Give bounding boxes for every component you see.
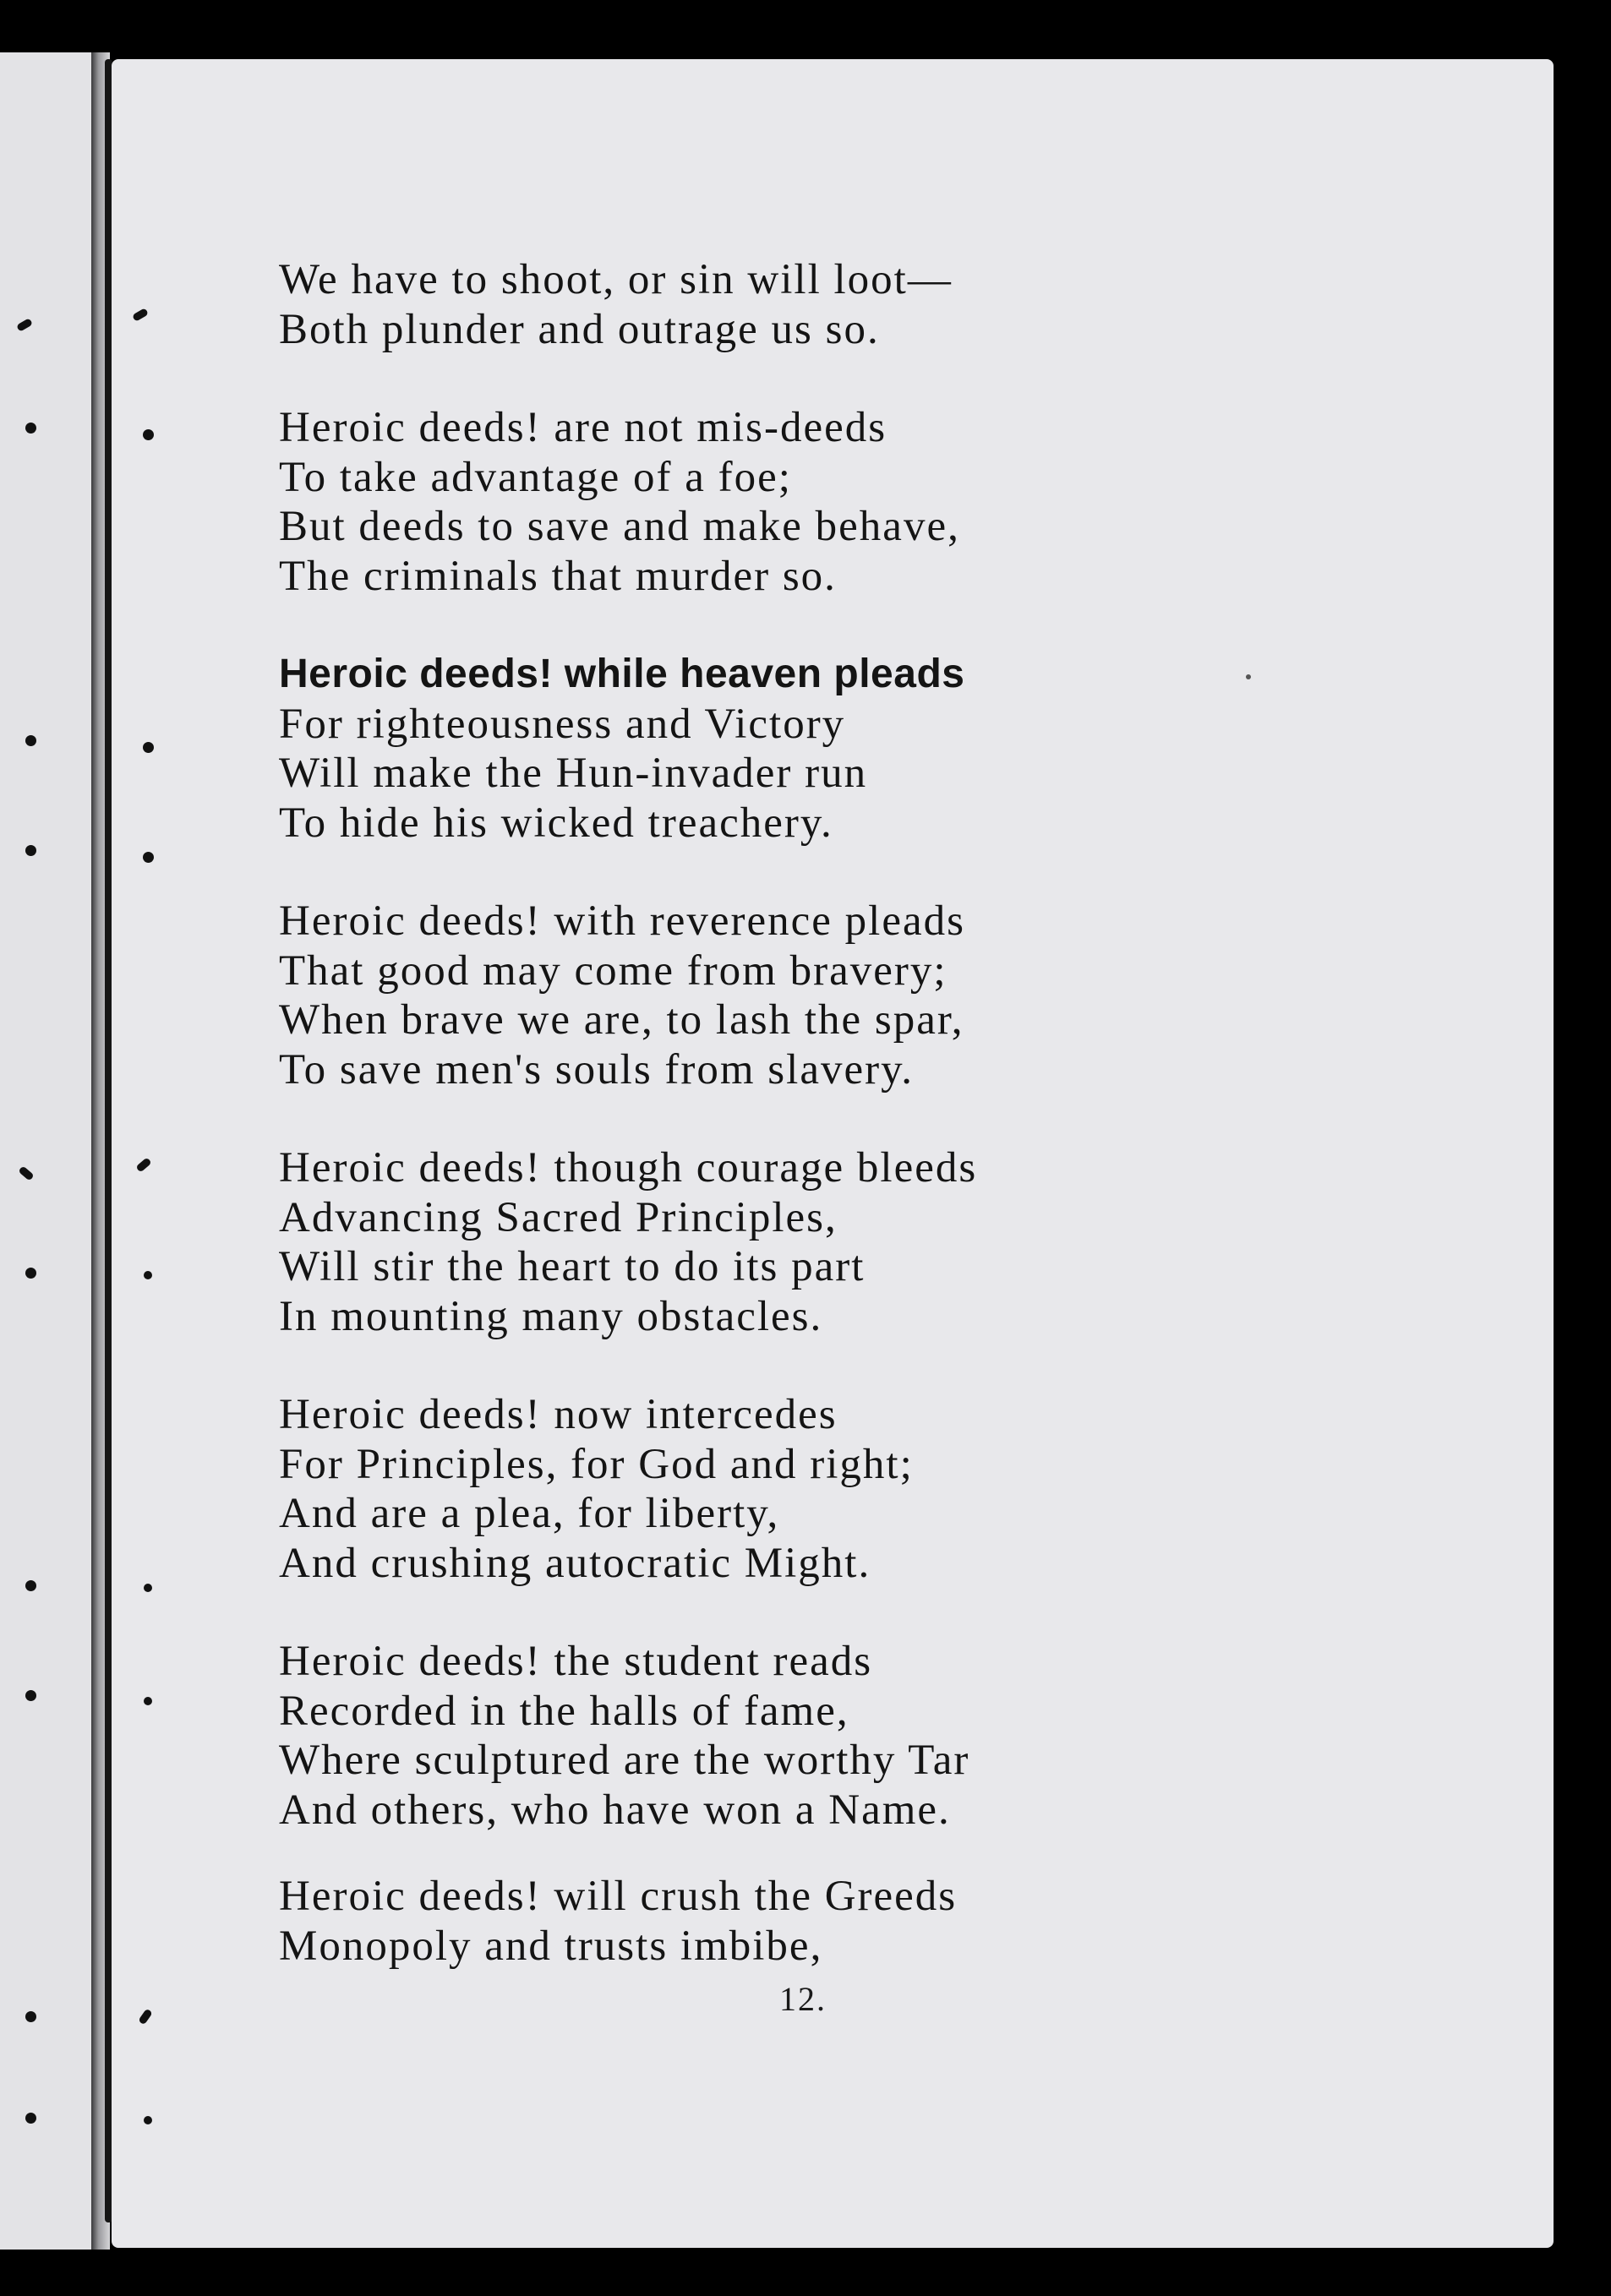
poem-line: And are a plea, for liberty, — [279, 1490, 780, 1537]
binding-hole-mark — [138, 2009, 153, 2026]
poem-stanza — [279, 650, 1378, 848]
binding-hole-mark — [18, 1165, 35, 1181]
poem-line: For Principles, for God and right; — [279, 1440, 914, 1488]
binding-hole-mark — [144, 1584, 152, 1592]
poem-line: Both plunder and outrage us so. — [279, 305, 880, 353]
binding-hole-mark — [25, 1580, 36, 1591]
binding-hole-mark — [143, 429, 154, 440]
poem-line: But deeds to save and make behave, — [279, 503, 960, 550]
binding-hole-mark — [144, 2116, 152, 2124]
poem-line: Where sculptured are the worthy Tar — [279, 1737, 970, 1784]
poem-stanza — [279, 897, 1378, 1094]
poem-line: Will stir the heart to do its part — [279, 1243, 866, 1290]
poem-line: In mounting many obstacles. — [279, 1292, 823, 1340]
binding-hole-mark — [25, 2011, 36, 2022]
poem-body — [279, 255, 1378, 2020]
poem-line: To hide his wicked treachery. — [279, 799, 833, 847]
poem-line: When brave we are, to lash the spar, — [279, 996, 964, 1044]
binding-hole-mark — [25, 423, 36, 434]
poem-line: That good may come from bravery; — [279, 946, 947, 995]
poem-line: Heroic deeds! are not mis-deeds — [279, 404, 887, 451]
binding-hole-mark — [25, 735, 36, 746]
binding-hole-mark — [144, 1697, 152, 1705]
poem-line: Heroic deeds! will crush the Greeds — [279, 1873, 958, 1920]
binding-hole-mark — [25, 2113, 36, 2124]
poem-stanza — [279, 1637, 1378, 1835]
poem-stanza — [279, 1143, 1378, 1341]
page-number: 12. — [779, 1980, 827, 2018]
poem-stanza — [279, 1390, 1378, 1588]
poem-stanza — [279, 1872, 1378, 1971]
binding-hole-mark — [25, 1690, 36, 1701]
binding-hole-mark — [144, 1271, 152, 1279]
binding-hole-mark — [143, 742, 154, 753]
poem-stanza — [279, 255, 1378, 354]
poem-line: Heroic deeds! with reverence pleads — [279, 897, 965, 945]
binding-hole-mark — [135, 1157, 152, 1172]
binding-hole-mark — [16, 318, 33, 332]
previous-page-edge — [0, 52, 91, 2250]
poem-line: And others, who have won a Name. — [279, 1786, 951, 1834]
poem-line: And crushing autocratic Might. — [279, 1539, 871, 1587]
binding-hole-mark — [25, 1268, 36, 1279]
poem-line: Heroic deeds! the student reads — [279, 1638, 873, 1685]
poem-line: Heroic deeds! though courage bleeds — [279, 1144, 978, 1192]
poem-line: We have to shoot, or sin will loot— — [279, 256, 953, 303]
binding-hole-mark — [143, 852, 154, 863]
poem-page — [112, 59, 1554, 2248]
poem-line: The criminals that murder so. — [279, 552, 837, 600]
binding-hole-mark — [132, 308, 149, 322]
poem-line: Heroic deeds! now intercedes — [279, 1391, 838, 1438]
poem-line: Monopoly and trusts imbibe, — [279, 1922, 823, 1970]
poem-line: Will make the Hun-invader run — [279, 750, 868, 797]
poem-stanza — [279, 403, 1378, 601]
poem-line: Advancing Sacred Principles, — [279, 1193, 838, 1241]
poem-line: Heroic deeds! while heaven pleads — [279, 652, 965, 696]
poem-line: To save men's souls from slavery. — [279, 1045, 915, 1093]
poem-line: To take advantage of a foe; — [279, 453, 792, 501]
binding-hole-mark — [25, 845, 36, 856]
poem-line: For righteousness and Victory — [279, 700, 846, 748]
poem-line: Recorded in the halls of fame, — [279, 1687, 849, 1735]
